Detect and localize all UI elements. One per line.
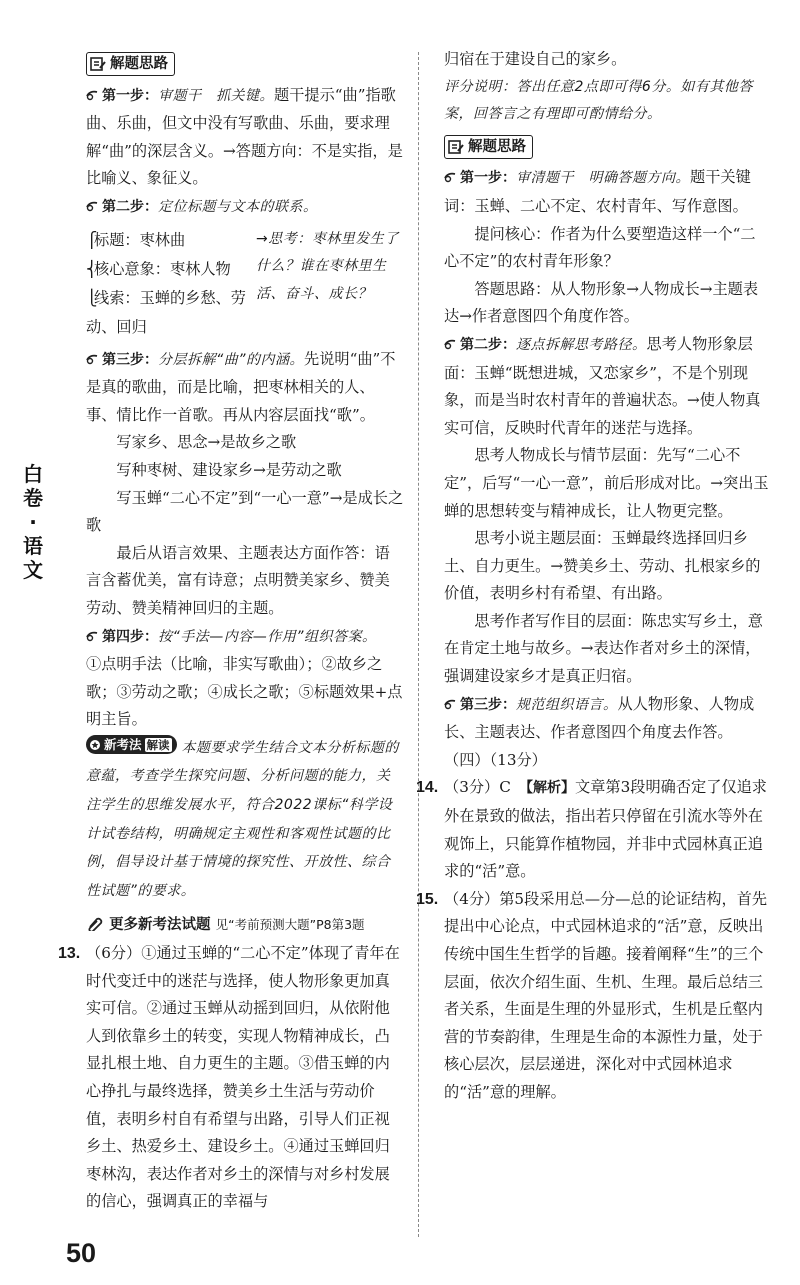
answer-idea: 答题思路：从人物形象→人物成长→主题表达→作者意图四个角度作答。 bbox=[444, 279, 759, 326]
book-pen-icon bbox=[90, 56, 106, 72]
side-label bbox=[22, 462, 44, 582]
question-number: 15. bbox=[416, 890, 439, 908]
step-body: 题干关键词：玉蝉、二心不定、农村青年、写作意图。 bbox=[444, 168, 751, 215]
solution-tag bbox=[86, 52, 175, 76]
step-paragraph bbox=[86, 623, 404, 652]
new-method-body: 本题要求学生结合文本分析标题的意蕴，考查学生探究问题、分析问题的能力，关注学生的思维发展水平，符合2022课标“科学设计试卷结构，明确规定主观性和客观性试题的比例，倡导设计基于情境的探究性、开放性、综合性试题”的要求。 bbox=[86, 739, 399, 899]
question-15 bbox=[416, 886, 770, 1107]
think-purpose: 思考作者写作目的层面：陈忠实写乡土，意在肯定土地与故乡。→表达作者对乡土的深情，强调建设家乡才是真正归宿。 bbox=[444, 611, 763, 686]
paperclip-icon bbox=[86, 915, 104, 931]
solution-tag-label: 解题思路 bbox=[110, 56, 168, 72]
step-body: 题干提示“曲”指歌曲、乐曲，但文中没有写歌曲、乐曲，要求理解“曲”的深层含义。→答题方向：不是实指，是比喻义、象征义。 bbox=[86, 85, 403, 188]
step-body: 先说明“曲”不是真的歌曲，而是比喻，把枣林相关的人、事、情比作一首歌。再从内容层面找“歌”。 bbox=[86, 349, 396, 424]
side-char: 文 bbox=[23, 558, 43, 582]
step-heading: 规范组织语言。 bbox=[516, 696, 618, 713]
step-label: 第四步： bbox=[102, 628, 158, 645]
step-paragraph bbox=[444, 331, 770, 442]
analysis-tag: 【解析】 bbox=[526, 780, 576, 797]
more-title: 更多新考法试题 bbox=[109, 917, 211, 934]
solution-tag bbox=[444, 135, 533, 159]
question-14 bbox=[416, 774, 770, 885]
step-body: ①点明手法（比喻，非实写歌曲）；②故乡之歌；③劳动之歌；④成长之歌；⑤标题效果+点明主旨。 bbox=[86, 655, 403, 729]
step-heading: 分层拆解“曲”的内涵。 bbox=[158, 351, 305, 368]
answer-continuation: 归宿在于建设自己的家乡。 bbox=[444, 50, 627, 68]
step-label: 第三步： bbox=[102, 351, 158, 368]
hand-pointer-icon bbox=[86, 351, 100, 365]
step-paragraph bbox=[444, 164, 770, 220]
flow-item: ⎨核心意象：枣林人物 bbox=[86, 259, 231, 278]
more-questions bbox=[86, 911, 404, 940]
flow-diagram bbox=[86, 226, 404, 342]
hand-pointer-icon bbox=[444, 696, 458, 710]
right-column bbox=[416, 46, 770, 1107]
step-label: 第一步： bbox=[460, 170, 516, 187]
side-char: 语 bbox=[23, 534, 43, 558]
solution-tag-label: 解题思路 bbox=[468, 138, 526, 155]
question-13 bbox=[58, 940, 404, 1216]
step-heading: 按“手法—内容—作用”组织答案。 bbox=[158, 628, 377, 645]
more-ref: 见“考前预测大题”P8第3题 bbox=[215, 917, 365, 933]
question-number: 14. bbox=[416, 779, 439, 797]
step-body: 从人物形象、人物成长、主题表达、作者意图四个角度去作答。 bbox=[444, 694, 755, 742]
think-theme: 思考小说主题层面：玉蝉最终选择回归乡土、自力更生。→赞美乡土、劳动、扎根家乡的价值，表明乡村有希望、有出路。 bbox=[444, 529, 761, 603]
scoring-note: 评分说明：答出任意2点即可得6分。如有其他答案，回答言之有理即可酌情给分。 bbox=[444, 78, 753, 123]
star-icon bbox=[89, 739, 101, 751]
step-paragraph bbox=[86, 193, 404, 222]
question-number: 13. bbox=[58, 945, 81, 963]
section-heading: （四）（13分） bbox=[444, 750, 547, 769]
flow-think: →思考：枣林里发生了什么？谁在枣林里生活、奋斗、成长？ bbox=[256, 230, 399, 302]
step-heading: 审题干 抓关键。 bbox=[158, 87, 274, 104]
left-column bbox=[58, 46, 404, 1216]
hand-pointer-icon bbox=[86, 87, 100, 101]
question-core: 提问核心：作者为什么要塑造这样一个“二心不定”的农村青年形象？ bbox=[444, 224, 756, 271]
new-method-paragraph bbox=[86, 734, 404, 906]
step-label: 第二步： bbox=[460, 336, 516, 353]
song-item: 写家乡、思念→是故乡之歌 bbox=[116, 433, 297, 452]
step-label: 第一步： bbox=[102, 87, 158, 104]
flow-left bbox=[86, 226, 256, 342]
answer-body: （3分）C 【解析】文章第3段明确否定了仅追求外在景致的做法，指出若只停留在引流水等外在观饰上，只能算作植物园，并非中式园林真正追求的“活”意。 bbox=[444, 778, 767, 881]
side-char: 白 bbox=[23, 462, 43, 486]
new-method-badge: 新考法 解读 bbox=[86, 735, 177, 754]
side-char: 卷 bbox=[23, 486, 43, 510]
step-paragraph bbox=[86, 346, 404, 430]
song-item: 写种枣树、建设家乡→是劳动之歌 bbox=[116, 460, 342, 479]
song-item: 写玉蝉“二心不定”到“一心一意”→是成长之歌 bbox=[86, 488, 404, 535]
step-label: 第二步： bbox=[102, 198, 158, 215]
step-heading: 审清题干 明确答题方向。 bbox=[516, 170, 690, 187]
hand-pointer-icon bbox=[86, 628, 100, 642]
flow-item: ⎩线索：玉蝉的乡愁、劳动、回归 bbox=[86, 288, 246, 336]
step-paragraph bbox=[444, 691, 770, 747]
answer-body: （4分）第5段采用总—分—总的论证结构，首先提出中心论点，中式园林追求的“活”意，反映出传统中国生生哲学的旨趣。接着阐释“生”的三个层面，依次介绍生面、生机、生理。最后总结三者关系，生面是生理的外显形式，生机是丘壑内营的节奏韵律，生理是生命的本源性力量，处于核心层次，层层递进，深化对中式园林追求的“活”意的理解。 bbox=[444, 889, 768, 1101]
step-body: 思考人物形象层面：玉蝉“既想进城，又恋家乡”，不是个别现象，而是当时农村青年的普遍状态。→使人物真实可信，反映时代青年的迷茫与选择。 bbox=[444, 334, 761, 437]
step-heading: 逐点拆解思考路径。 bbox=[516, 336, 647, 353]
step-paragraph bbox=[86, 82, 404, 193]
side-char: · bbox=[29, 510, 37, 534]
flow-item: ⎧标题：枣林曲 bbox=[86, 230, 186, 249]
think-growth: 思考人物成长与情节层面：先写“二心不定”，后写“一心一意”，前后形成对比。→突出玉蝉的思想转变与精神成长，让人物更完整。 bbox=[444, 446, 769, 520]
hand-pointer-icon bbox=[86, 198, 100, 212]
step-heading: 定位标题与文本的联系。 bbox=[158, 198, 318, 215]
flow-right bbox=[256, 226, 404, 342]
hand-pointer-icon bbox=[444, 336, 458, 350]
answer-body: （6分）①通过玉蝉的“二心不定”体现了青年在时代变迁中的迷茫与选择，使人物形象更加真实可信。②通过玉蝉从动摇到回归，从依附他人到依靠乡土的转变，实现人物精神成长，凸显扎根土地、自力更生的主题。③借玉蝉的内心挣扎与最终选择，赞美乡土生活与劳动价值，表明乡村自有希望与出路，引导人们正视乡土、热爱乡土、建设乡土。④通过玉蝉回归枣林沟，表达作者对乡土的深情与对乡村发展的信心，强调真正的幸福与 bbox=[86, 944, 400, 1211]
book-pen-icon bbox=[448, 139, 464, 155]
step-label: 第三步： bbox=[460, 696, 516, 713]
step-tail: 最后从语言效果、主题表达方面作答：语言含蓄优美，富有诗意；点明赞美家乡、赞美劳动、赞美精神回归的主题。 bbox=[86, 543, 390, 617]
hand-pointer-icon bbox=[444, 169, 458, 183]
page-number: 50 bbox=[66, 1238, 97, 1268]
